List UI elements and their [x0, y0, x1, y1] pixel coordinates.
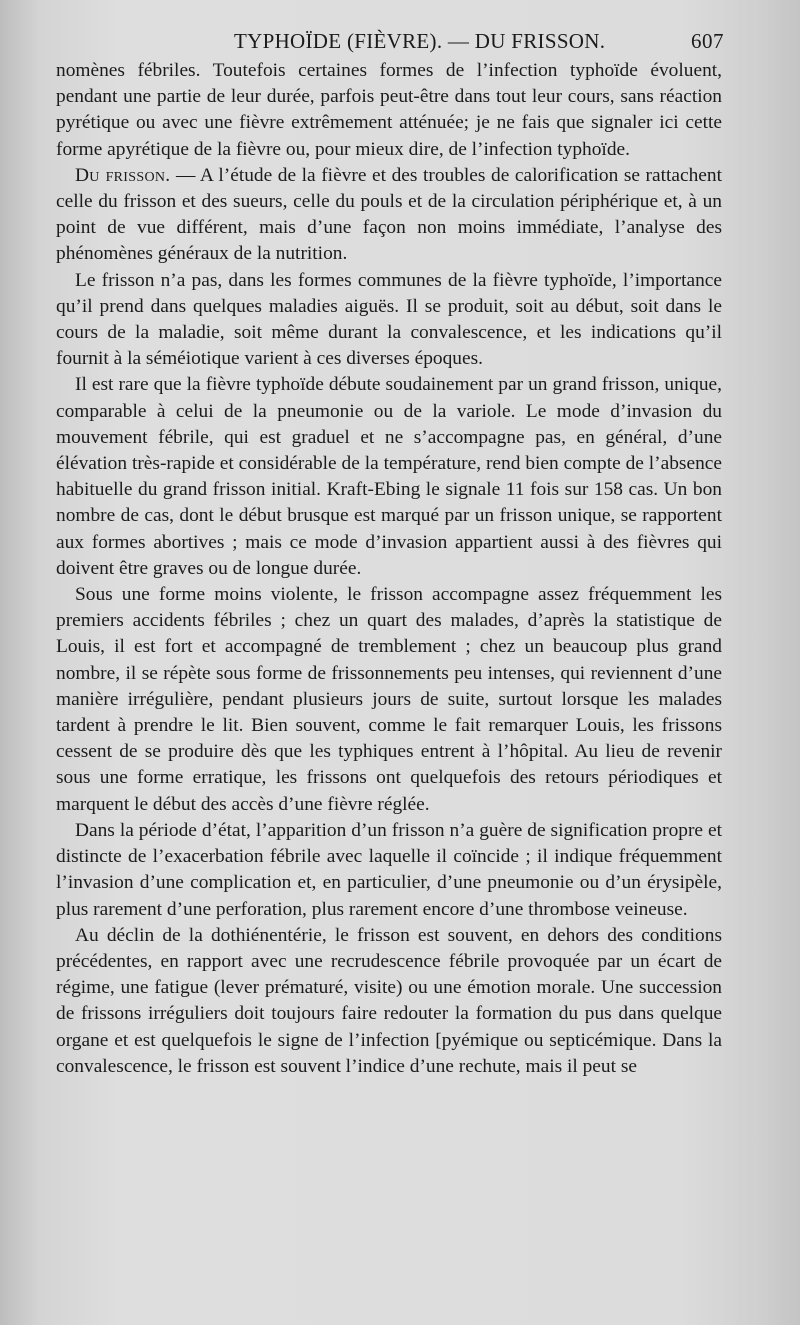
paragraph: Le frisson n’a pas, dans les formes communes de la fièvre typhoïde, l’importance qu’il prend dans quelques maladies aiguës. Il se produit, soit au début, soit dans le cours de la maladie, soit même durant la convalescence, et les indications qu’il fournit à la séméiotique varient à ces diverses époques. — [56, 269, 722, 370]
page-number: 607 — [691, 29, 724, 53]
paragraph: nomènes fébriles. Toutefois certaines formes de l’infection typhoïde évoluent, pendant une partie de leur durée, parfois peut-être dans tout leur cours, sans réaction pyrétique ou avec une fièvre extrêmement atténuée; je ne fais que signaler ici cette forme apyrétique de la fièvre ou, pour mieux dire, de l’infection typhoïde. — [56, 60, 722, 160]
running-title: TYPHOÏDE (FIÈVRE). — DU FRISSON. — [234, 29, 606, 53]
section-lead: Du frisson. — [75, 164, 171, 186]
paragraph-text: — A l’étude de la fièvre et des troubles de calorification se rattachent celle du frisson et des sueurs, celle du pouls et de la circulation périphérique et, à un point de vue différent, mais d’une façon non moins immédiate, l’analyse des phénomènes généraux de la nutrition. — [56, 164, 722, 265]
paragraph-du-frisson — [56, 163, 722, 268]
paragraph: Au déclin de la dothiénentérie, le frisson est souvent, en dehors des conditions précédentes, en rapport avec une recrudescence fébrile provoquée par un écart de régime, une fatigue (lever prématuré, visite) ou une émotion morale. Une succession de frissons irréguliers doit toujours faire redouter la formation du pus dans quelque organe et est quelquefois le signe de l’infection [pyémique ou septicémique. Dans la convalescence, le frisson est souvent l’indice d’une rechute, mais il peut se — [56, 924, 722, 1077]
page-header — [56, 26, 724, 56]
body-text — [56, 58, 722, 1080]
paragraph: Dans la période d’état, l’apparition d’un frisson n’a guère de signification propre et distincte de l’exacerbation fébrile avec laquelle il coïncide ; il indique fréquemment l’invasion d’une complication et, en particulier, d’une pneumonie ou d’un érysipèle, plus rarement d’une perforation, plus rarement encore d’une thrombose veineuse. — [56, 819, 722, 920]
paragraph: Il est rare que la fièvre typhoïde débute soudainement par un grand frisson, unique, comparable à celui de la pneumonie ou de la variole. Le mode d’invasion du mouvement fébrile, qui est graduel et ne s’accompagne pas, en général, d’une élévation très-rapide et considérable de la température, rend bien compte de l’absence habituelle du grand frisson initial. Kraft-Ebing le signale 11 fois sur 158 cas. Un bon nombre de cas, dont le début brusque est marqué par un frisson unique, se rapportent aux formes abortives ; mais ce mode d’invasion appartient aussi à des fièvres qui doivent être graves ou de longue durée. — [56, 374, 722, 579]
paragraph: Sous une forme moins violente, le frisson accompagne assez fréquemment les premiers accidents fébriles ; chez un quart des malades, d’après la statistique de Louis, il est fort et accompagné de tremblement ; chez un beaucoup plus grand nombre, il se répète sous forme de frissonnements peu intenses, qui reviennent d’une manière irrégulière, pendant plusieurs jours de suite, surtout lorsque les malades tardent à prendre le lit. Bien souvent, comme le fait remarquer Louis, les frissons cessent de se produire dès que les typhiques entrent à l’hôpital. Au lieu de revenir sous une forme erratique, les frissons ont quelquefois des retours périodiques et marquent le début des accès d’une fièvre réglée. — [56, 584, 722, 815]
